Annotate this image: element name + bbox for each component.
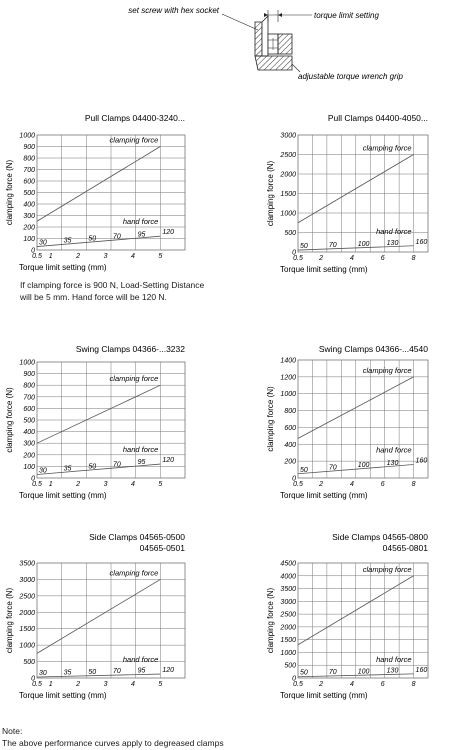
clamp-body-drawing [222,10,312,72]
hand-force-value-label: 100 [357,668,370,676]
hand-force-value-label: 100 [357,462,370,470]
y-tick-label: 1500 [19,626,35,634]
chart-swing-clamps-3232 [0,340,231,500]
y-tick-label: 700 [23,394,35,402]
hand-force-value-label: 95 [137,231,146,239]
hand-force-value-label: 100 [357,240,370,248]
y-tick-label: 300 [23,440,35,448]
x-tick-label: 4 [349,481,354,488]
y-tick-label: 4500 [280,560,296,568]
x-tick-label: 3 [103,481,108,488]
clamping-force-line [37,385,160,443]
y-tick-label: 2500 [280,611,296,619]
hand-force-value-label: 160 [415,666,428,674]
clamping-force-label: clamping force [362,564,412,574]
x-tick-label: 5 [158,253,163,260]
x-axis-label: Torque limit setting (mm) [19,263,107,272]
y-tick-label: 3500 [280,586,296,594]
chart-side-clamps-0500 [0,530,231,712]
hand-force-value-label: 70 [113,668,121,676]
y-tick-label: 0 [292,475,296,483]
clamping-force-line [37,147,160,222]
x-tick-label: 2 [76,481,81,488]
clamp-adjustment-diagram [0,0,462,90]
hand-force-value-label: 50 [88,235,97,243]
y-tick-label: 500 [284,662,296,670]
y-axis-label: clamping force (N) [5,587,14,654]
y-tick-label: 400 [284,441,296,449]
x-tick-label: 0.5 [293,481,303,488]
y-tick-label: 800 [23,155,35,163]
hand-force-value-label: 130 [386,239,399,247]
chart-title: Pull Clamps 04400-4050... [327,113,428,123]
plot-frame [298,360,428,478]
x-tick-label: 0.5 [32,681,42,688]
hand-force-value-label: 50 [88,463,97,471]
clamping-force-label: clamping force [109,135,159,145]
y-tick-label: 0 [292,675,296,683]
y-axis-label: clamping force (N) [5,159,14,226]
x-axis-label: Torque limit setting (mm) [280,691,368,700]
clamping-force-label: clamping force [362,143,412,153]
clamping-force-label: clamping force [109,568,159,578]
y-tick-label: 800 [23,382,35,390]
x-axis-label: Torque limit setting (mm) [280,265,368,274]
y-tick-label: 200 [23,452,35,460]
x-tick-label: 1 [48,253,53,260]
y-tick-label: 600 [284,424,296,432]
hand-force-value-label: 30 [39,670,47,678]
y-tick-label: 2000 [280,624,296,632]
hand-force-value-label: 120 [162,667,175,675]
y-tick-label: 0 [292,249,296,257]
y-tick-label: 1000 [280,649,296,657]
x-tick-label: 4 [130,681,135,688]
x-tick-label: 0.5 [32,253,42,260]
chart-title: Side Clamps 04565-0500 [89,532,185,542]
note-text: The above performance curves apply to degreased clamps [2,737,224,748]
chart-title: Swing Clamps 04366-...4540 [318,344,428,354]
y-axis-label: clamping force (N) [266,587,275,654]
hand-force-value-label: 70 [328,241,337,249]
x-tick-label: 5 [158,481,163,488]
y-tick-label: 200 [23,224,35,232]
x-tick-label: 8 [411,255,416,262]
y-tick-label: 1000 [19,359,35,367]
hand-force-value-label: 70 [113,461,121,469]
x-tick-label: 8 [411,681,416,688]
y-tick-label: 2000 [280,171,296,179]
hand-force-value-label: 120 [162,229,175,237]
example-line-2: will be 5 mm. Hand force will be 120 N. [20,291,167,302]
y-tick-label: 1000 [280,210,296,218]
chart-title: 04565-0501 [139,543,185,553]
y-tick-label: 1500 [280,191,296,198]
chart-pull-clamps-4050 [231,108,462,276]
chart-title: Swing Clamps 04366-...3232 [75,344,185,354]
x-tick-label: 3 [103,681,108,688]
x-tick-label: 1 [48,681,53,688]
example-line-1: If clamping force is 900 N, Load-Setting Distance [20,280,205,290]
y-tick-label: 500 [23,190,35,197]
hand-force-value-label: 160 [415,238,428,246]
x-tick-label: 6 [380,481,385,488]
x-tick-label: 2 [319,255,324,262]
y-tick-label: 1000 [19,642,35,650]
x-tick-label: 3 [103,253,108,260]
y-tick-label: 3000 [19,576,35,584]
y-tick-label: 500 [23,659,35,667]
hand-force-value-label: 50 [300,669,308,677]
hand-force-label: hand force [376,654,412,664]
y-tick-label: 1000 [280,391,296,399]
x-tick-label: 2 [319,481,324,488]
x-tick-label: 6 [380,681,385,688]
y-tick-label: 2500 [19,593,35,601]
x-tick-label: 2 [319,681,324,688]
note-block [2,726,224,749]
x-tick-label: 1 [48,481,53,488]
y-tick-label: 600 [23,405,35,413]
x-tick-label: 4 [349,681,354,688]
hand-force-value-label: 160 [415,457,428,465]
y-tick-label: 400 [23,201,35,209]
y-tick-label: 600 [23,178,35,186]
y-tick-label: 4000 [280,573,296,581]
x-tick-label: 0.5 [293,681,303,688]
torque-limit-label: torque limit setting [314,11,379,20]
y-tick-label: 1200 [280,374,296,382]
x-tick-label: 4 [130,481,135,488]
y-axis-label: clamping force (N) [266,160,275,227]
y-tick-label: 100 [23,236,35,243]
hand-force-value-label: 70 [328,464,337,472]
hand-force-value-label: 35 [63,465,72,473]
y-tick-label: 0 [31,675,35,683]
y-tick-label: 800 [284,408,296,416]
y-tick-label: 500 [284,230,296,237]
x-axis-label: Torque limit setting (mm) [19,491,107,500]
y-tick-label: 3000 [280,132,296,140]
hand-force-value-label: 50 [300,466,308,474]
hand-force-value-label: 130 [386,459,399,467]
y-tick-label: 2500 [280,152,296,159]
x-tick-label: 5 [158,681,163,688]
hand-force-value-label: 50 [300,243,308,251]
hand-force-label: hand force [122,655,159,665]
hand-force-label: hand force [122,217,159,227]
set-screw-label: set screw with hex socket [128,6,219,15]
y-axis-label: clamping force (N) [266,386,275,452]
x-tick-label: 8 [411,481,416,488]
x-tick-label: 4 [130,253,135,260]
x-tick-label: 4 [349,255,354,262]
y-axis-label: clamping force (N) [5,387,14,453]
y-tick-label: 1500 [280,637,296,645]
x-axis-label: Torque limit setting (mm) [280,491,368,500]
note-heading: Note: [2,726,23,736]
y-tick-label: 700 [23,167,35,174]
x-axis-label: Torque limit setting (mm) [19,691,107,700]
chart-pull-clamps-3240 [0,108,231,276]
chart-title: Side Clamps 04565-0800 [332,532,428,542]
chart-title: Pull Clamps 04400-3240... [84,113,185,123]
x-tick-label: 0.5 [32,481,42,488]
y-tick-label: 0 [31,247,35,255]
y-tick-label: 400 [23,429,35,437]
y-tick-label: 3000 [280,598,296,606]
x-tick-label: 0.5 [293,255,303,262]
example-caption [20,280,204,303]
hand-force-value-label: 30 [39,467,47,475]
clamping-force-label: clamping force [362,365,412,375]
y-tick-label: 1400 [280,357,296,365]
x-tick-label: 6 [380,255,385,262]
x-tick-label: 2 [76,681,81,688]
hand-force-value-label: 95 [137,459,146,467]
chart-swing-clamps-4540 [231,340,462,500]
y-tick-label: 900 [23,371,35,379]
hand-force-value-label: 35 [63,237,72,245]
x-tick-label: 2 [76,253,81,260]
hand-force-value-label: 35 [63,669,72,677]
y-tick-label: 3500 [19,560,35,568]
hand-force-label: hand force [122,445,159,455]
wrench-grip-label: adjustable torque wrench grip [298,72,403,81]
clamping-force-line [37,579,160,653]
hand-force-value-label: 70 [113,233,121,241]
y-tick-label: 100 [23,463,35,471]
y-tick-label: 500 [23,417,35,425]
hand-force-value-label: 50 [88,668,97,676]
hand-force-value-label: 95 [137,667,146,675]
y-tick-label: 900 [23,144,35,151]
y-tick-label: 0 [31,475,35,483]
hand-force-value-label: 130 [386,667,399,675]
chart-side-clamps-0800 [231,530,462,712]
chart-title: 04565-0801 [382,543,428,553]
y-tick-label: 2000 [19,609,35,617]
y-tick-label: 200 [284,458,296,466]
hand-force-value-label: 120 [162,457,175,465]
clamping-force-label: clamping force [109,374,159,384]
y-tick-label: 1000 [19,132,35,140]
hand-force-label: hand force [376,226,412,236]
y-tick-label: 300 [23,213,35,220]
hand-force-value-label: 30 [39,239,47,247]
hand-force-label: hand force [376,445,412,455]
hand-force-value-label: 70 [328,669,337,677]
